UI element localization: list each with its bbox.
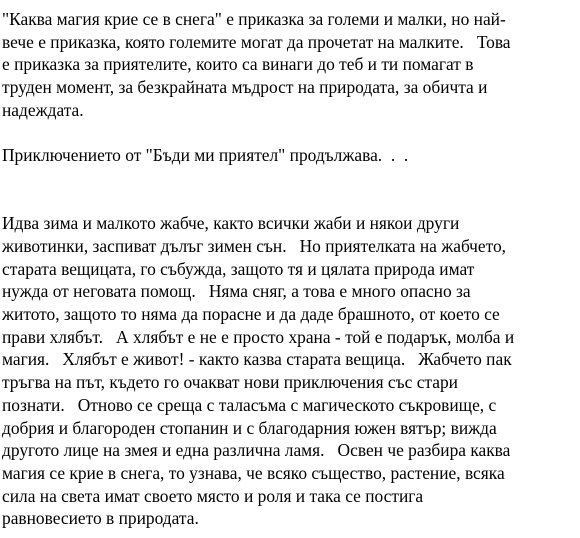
intro-paragraph: "Каква магия крие се в снега" е приказка за големи и малки, но най- вече е приказка, която големите могат да прочетат на малките. Това е приказка за приятелите, които са винаги до теб и ти помагат в труден момент, за безкрайната мъдрост на природата, за обичта и надеждата. (2, 9, 511, 120)
paragraph-spacer (2, 166, 576, 212)
paragraph-spacer (2, 122, 576, 144)
story-summary-paragraph: Идва зима и малкото жабче, както всички жаби и някои други животинки, заспиват дълъг зимен сън. Но приятелката на жабчето, старата вещицата, го събужда, защото тя и цялата природа имат нужда от неговата помощ. Няма сняг, а това е много опасно за житото, защото то няма да порасне и да даде брашното, от което се прави хлябът. А хлябът е не е просто храна - той е подарък, молба и магия. Хлябът е живот! - както казва старата вещица. Жабчето пак тръгва на път, където го очакват нови приключения със стари познати. Отново се среща с таласъма с магическото съкровище, с добрия и благороден стопанин и с благодарния южен вятър; вижда другото лице на змея и една различна ламя. Освен че разбира каква магия се крие в снега, то узнава, че всяко същество, растение, всяка сила на света имат своето място и роля и така се постига равновесието в природата. (2, 213, 515, 529)
continuation-line: Приключението от "Бъди ми приятел" продължава. . . (2, 144, 409, 165)
